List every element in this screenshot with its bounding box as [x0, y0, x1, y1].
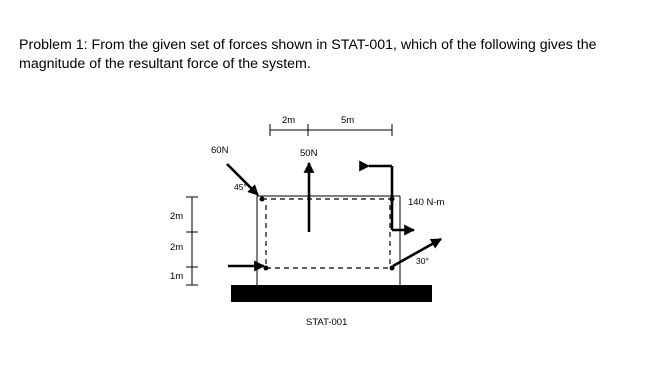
left-dimension	[186, 197, 198, 285]
joints	[260, 197, 395, 271]
moment-label: 140 N-m	[408, 197, 445, 208]
angle-30-label: 30°	[416, 256, 429, 266]
ground-base	[231, 285, 432, 302]
dim-left-2m-upper: 2m	[170, 211, 184, 222]
force-60n-label: 60N	[211, 145, 229, 156]
dashed-guides	[262, 199, 392, 268]
force-50n-label: 50N	[300, 148, 318, 159]
dim-top-5m: 5m	[341, 115, 355, 126]
dim-top-2m: 2m	[282, 115, 296, 126]
dim-left-1m: 1m	[170, 271, 184, 282]
dim-left-2m-lower: 2m	[170, 242, 184, 253]
problem-statement: Problem 1: From the given set of forces shown in STAT-001, which of the following gives the magnitude of the resultant force of the system.	[19, 37, 597, 72]
frame	[257, 196, 400, 285]
angle-45-label: 45°	[234, 182, 247, 192]
diagram-caption: STAT-001	[306, 317, 348, 328]
